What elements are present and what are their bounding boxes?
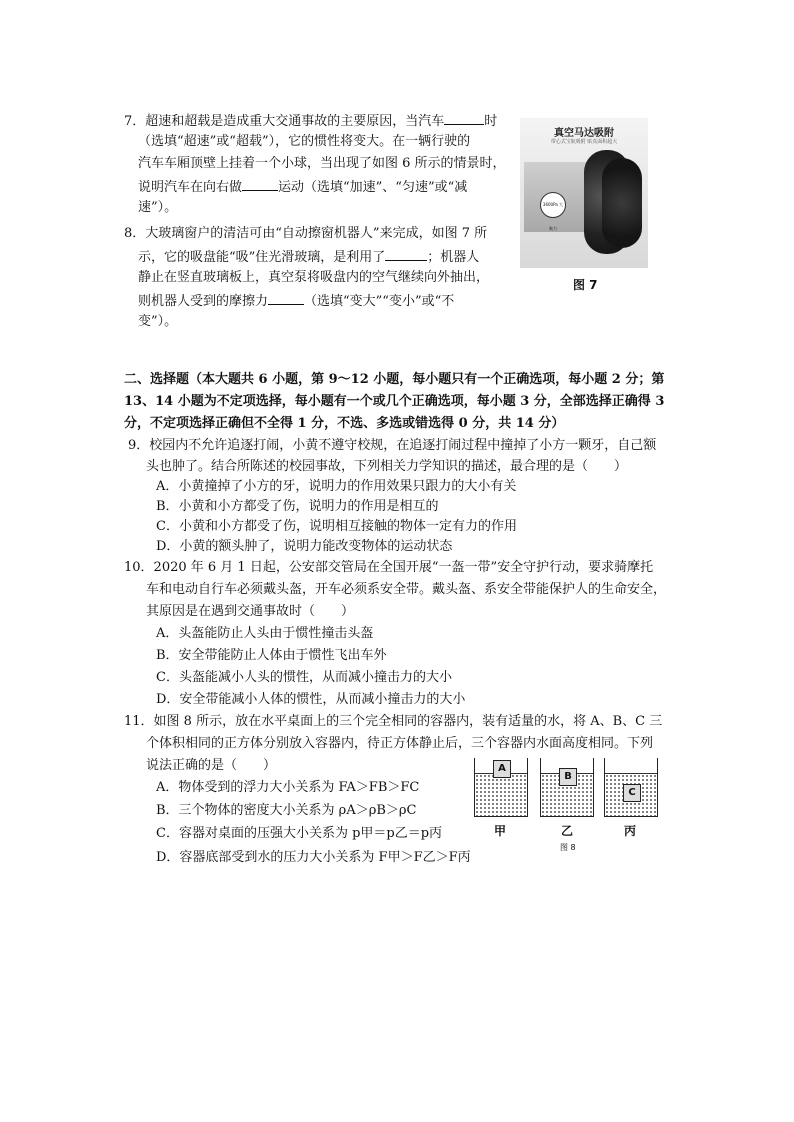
container-bing (604, 758, 658, 817)
q8-line-2: 示，它的吸盘能“吸”住光滑玻璃，是利用了 ；机器人 (138, 250, 480, 265)
q10-option-c: C．头盔能减小人头的惯性，从而减小撞击力的大小 (156, 670, 452, 685)
q11-option-d: D．容器底部受到水的压力大小关系为 F甲＞F乙＞F丙 (156, 850, 471, 865)
q8-line-3: 静止在竖直玻璃板上，真空泵将吸盘内的空气继续向外抽出， (138, 270, 490, 285)
q7-line-1: 7．超速和超载是造成重大交通事故的主要原因，当汽车 时 (124, 114, 498, 129)
label-jia: 甲 (494, 824, 507, 838)
label-yi: 乙 (561, 824, 574, 838)
q10-stem-line: 车和电动自行车必须戴头盔，开车必须系安全带。戴头盔、系安全带能保护人的生命安全， (146, 582, 667, 597)
q11-option-a: A．物体受到的浮力大小关系为 FA＞FB＞FC (156, 780, 420, 795)
water (475, 773, 527, 816)
q8-line-1: 8．大玻璃窗户的清洁可由“自动擦窗机器人”来完成，如图 7 所 (124, 226, 488, 241)
label-bing: 丙 (624, 824, 637, 838)
q11-option-c: C．容器对桌面的压强大小关系为 p甲＝p乙＝p丙 (156, 826, 443, 841)
q10-option-a: A．头盔能防止人头由于惯性撞击头盔 (156, 626, 374, 641)
figure-8-caption: 图 8 (560, 843, 576, 852)
window-robot-icon (602, 158, 642, 248)
cube-c: C (623, 784, 641, 802)
section-header-line: 二、选择题（本大题共 6 小题，第 9～12 小题，每小题只有一个正确选项，每小题 2 分；第 (124, 372, 665, 387)
section-header-line: 分，不定项选择正确但不全得 1 分，不选、多选或错选得 0 分，共 14 分） (124, 416, 565, 431)
figure-7-photo (520, 118, 648, 268)
answer-blank (268, 292, 304, 305)
photo-title: 真空马达吸附 (554, 128, 614, 139)
q9-option-b: B．小黄和小方都受了伤，说明力的作用是相互的 (156, 499, 439, 514)
q10-option-d: D．安全带能减小人体的惯性，从而减小撞击力的大小 (156, 692, 466, 707)
q10-option-b: B．安全带能防止人体由于惯性飞出车外 (156, 648, 387, 663)
q8-line-4: 则机器人受到的摩擦力 （选填“变大”“变小”或“不 (138, 294, 455, 309)
q7-line-2: （选填“超速”或“超载”），它的惯性将变大。在一辆行驶的 (138, 134, 471, 149)
answer-blank (444, 112, 484, 125)
q11-stem-line: 个体积相同的正方体分别放入容器内，待正方体静止后，三个容器内水面高度相同。下列 (146, 736, 654, 751)
suction-badge: 3600Pa 大吸力 (540, 192, 566, 218)
q9-option-c: C．小黄和小方都受了伤，说明相互接触的物体一定有力的作用 (156, 519, 517, 534)
q7-line-4: 说明汽车在向右做 运动（选填“加速”、“匀速”或“减 (138, 180, 468, 195)
q9-stem-line: 头也肿了。结合所陈述的校园事故，下列相关力学知识的描述，最合理的是（ ） (146, 459, 628, 474)
q9-option-a: A．小黄撞掉了小方的牙，说明力的作用效果只跟力的大小有关 (156, 479, 517, 494)
cube-a: A (493, 760, 511, 778)
q11-option-b: B．三个物体的密度大小关系为 ρA＞ρB＞ρC (156, 803, 417, 818)
figure-7-caption: 图 7 (573, 278, 598, 292)
q9-stem-line: 9．校园内不允许追逐打闹，小黄不遵守校规，在追逐打闹过程中撞掉了小方一颗牙，自己额 (128, 438, 657, 453)
container-jia (474, 758, 528, 817)
section-header-line: 13、14 小题为不定项选择，每小题有一个或几个正确选项，每小题 3 分，全部选择正确得 3 (124, 394, 665, 409)
q11-stem-line: 11．如图 8 所示，放在水平桌面上的三个完全相同的容器内，装有适量的水，将 A、B、C 三 (124, 714, 663, 729)
answer-blank (242, 178, 278, 191)
q10-stem-line: 10．2020 年 6 月 1 日起，公安部交管局在全国开展“一盔一带”安全守护行动，要求骑摩托 (124, 560, 654, 575)
cube-b: B (559, 768, 577, 786)
q10-stem-line: 其原因是在遇到交通事故时（ ） (146, 604, 355, 619)
photo-subtitle: 带心式宝航吸附 贴真面积超大 (550, 139, 618, 145)
q7-line-5: 速”）。 (138, 200, 178, 215)
q8-line-5: 变”）。 (138, 314, 178, 329)
q7-line-3: 汽车车厢顶壁上挂着一个小球，当出现了如图 6 所示的情景时， (138, 156, 506, 171)
q11-stem-line: 说法正确的是（ ） (146, 758, 277, 773)
answer-blank (385, 248, 427, 261)
q9-option-d: D．小黄的额头肿了，说明力能改变物体的运动状态 (156, 539, 453, 554)
container-yi (540, 758, 594, 817)
